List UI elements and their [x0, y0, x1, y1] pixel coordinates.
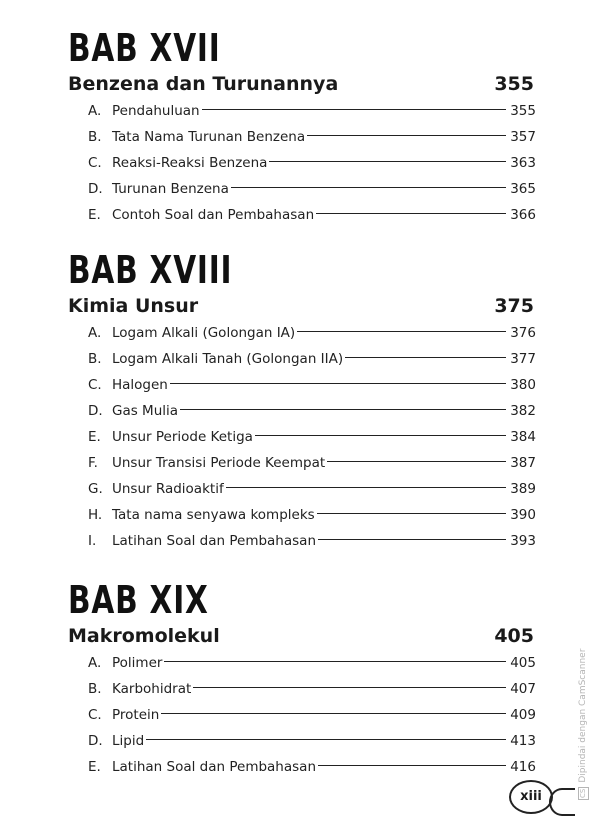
- entry-letter: H.: [88, 507, 103, 523]
- toc-entry: [68, 124, 536, 150]
- chapter-page: 405: [494, 625, 534, 647]
- entry-title: Gas Mulia: [112, 403, 179, 419]
- entry-title: Unsur Radioaktif: [112, 481, 224, 497]
- toc-entry: [68, 372, 536, 398]
- toc-entry: [68, 346, 536, 372]
- chapter-title: Kimia Unsur: [68, 295, 199, 317]
- chapter-heading: [68, 72, 536, 96]
- chapter-page: 375: [494, 295, 534, 317]
- entry-page: 357: [510, 129, 536, 145]
- toc-entry: [68, 176, 536, 202]
- entry-title: Pendahuluan: [112, 103, 200, 119]
- entry-page: 407: [510, 681, 536, 697]
- toc-entry: [68, 202, 536, 228]
- entry-letter: D.: [88, 181, 103, 197]
- dot-leader: [180, 409, 506, 410]
- entry-page: 389: [510, 481, 536, 497]
- chapter-title: Benzena dan Turunannya: [68, 73, 339, 95]
- dot-leader: [161, 713, 506, 714]
- toc-entry: [68, 98, 536, 124]
- entry-letter: I.: [88, 533, 97, 549]
- dot-leader: [317, 513, 506, 514]
- entry-letter: D.: [88, 733, 103, 749]
- entry-page: 355: [510, 103, 536, 119]
- toc-entry: [68, 754, 536, 780]
- dot-leader: [164, 661, 506, 662]
- dot-leader: [170, 383, 506, 384]
- entry-page: 387: [510, 455, 536, 471]
- toc-entry: [68, 424, 536, 450]
- chapter-18: [68, 248, 536, 554]
- entry-title: Tata Nama Turunan Benzena: [112, 129, 306, 145]
- entry-page: 376: [510, 325, 536, 341]
- entry-title: Lipid: [112, 733, 145, 749]
- chapter-number: BAB XVIII: [68, 248, 233, 292]
- entry-letter: D.: [88, 403, 103, 419]
- page-number-ornament: [549, 788, 575, 816]
- entry-page: 365: [510, 181, 536, 197]
- entry-letter: B.: [88, 681, 102, 697]
- entry-letter: E.: [88, 207, 101, 223]
- entry-letter: G.: [88, 481, 103, 497]
- toc-entries: [68, 98, 536, 228]
- toc-entry: [68, 650, 536, 676]
- dot-leader: [202, 109, 506, 110]
- entry-letter: A.: [88, 655, 102, 671]
- toc-entry: [68, 450, 536, 476]
- dot-leader: [318, 539, 506, 540]
- chapter-page: 355: [494, 73, 534, 95]
- dot-leader: [316, 213, 506, 214]
- dot-leader: [255, 435, 506, 436]
- entry-page: 366: [510, 207, 536, 223]
- toc-entry: [68, 728, 536, 754]
- dot-leader: [327, 461, 506, 462]
- toc-entry: [68, 502, 536, 528]
- entry-title: Turunan Benzena: [112, 181, 229, 197]
- entry-title: Latihan Soal dan Pembahasan: [112, 759, 316, 775]
- chapter-heading: [68, 624, 536, 648]
- entry-page: 390: [510, 507, 536, 523]
- chapter-heading: [68, 294, 536, 318]
- entry-title: Tata nama senyawa kompleks: [112, 507, 315, 523]
- dot-leader: [345, 357, 506, 358]
- chapter-title: Makromolekul: [68, 625, 220, 647]
- entry-letter: F.: [88, 455, 98, 471]
- entry-page: 384: [510, 429, 536, 445]
- entry-letter: C.: [88, 155, 102, 171]
- entry-page: 405: [510, 655, 536, 671]
- camscanner-logo-icon: CS: [579, 788, 587, 798]
- entry-letter: C.: [88, 707, 102, 723]
- entry-title: Reaksi-Reaksi Benzena: [112, 155, 268, 171]
- dot-leader: [269, 161, 506, 162]
- entry-letter: E.: [88, 429, 101, 445]
- entry-page: 382: [510, 403, 536, 419]
- dot-leader: [307, 135, 506, 136]
- entry-letter: B.: [88, 351, 102, 367]
- entry-page: 377: [510, 351, 536, 367]
- entry-title: Contoh Soal dan Pembahasan: [112, 207, 315, 223]
- chapter-17: [68, 26, 536, 228]
- toc-entries: [68, 320, 536, 554]
- dot-leader: [146, 739, 506, 740]
- toc-entry: [68, 676, 536, 702]
- entry-letter: C.: [88, 377, 102, 393]
- entry-title: Unsur Periode Ketiga: [112, 429, 253, 445]
- toc-entry: [68, 320, 536, 346]
- toc-entry: [68, 398, 536, 424]
- toc-entry: [68, 476, 536, 502]
- entry-page: 393: [510, 533, 536, 549]
- entry-letter: E.: [88, 759, 101, 775]
- entry-title: Unsur Transisi Periode Keempat: [112, 455, 326, 471]
- chapter-19: [68, 578, 536, 780]
- toc-entry: [68, 528, 536, 554]
- toc-entry: [68, 150, 536, 176]
- entry-title: Logam Alkali Tanah (Golongan IIA): [112, 351, 344, 367]
- entry-title: Karbohidrat: [112, 681, 192, 697]
- page-number: xiii: [509, 780, 553, 814]
- entry-page: 409: [510, 707, 536, 723]
- chapter-number: BAB XIX: [68, 578, 209, 622]
- chapter-number: BAB XVII: [68, 26, 221, 70]
- entry-title: Halogen: [112, 377, 168, 393]
- entry-title: Protein: [112, 707, 160, 723]
- watermark-text: Dipindai dengan CamScanner: [578, 648, 588, 783]
- entry-page: 416: [510, 759, 536, 775]
- entry-letter: A.: [88, 325, 102, 341]
- entry-title: Logam Alkali (Golongan IA): [112, 325, 296, 341]
- dot-leader: [318, 765, 506, 766]
- entry-page: 363: [510, 155, 536, 171]
- entry-letter: A.: [88, 103, 102, 119]
- dot-leader: [226, 487, 506, 488]
- toc-entries: [68, 650, 536, 780]
- toc-entry: [68, 702, 536, 728]
- entry-title: Polimer: [112, 655, 163, 671]
- entry-page: 380: [510, 377, 536, 393]
- entry-title: Latihan Soal dan Pembahasan: [112, 533, 316, 549]
- entry-letter: B.: [88, 129, 102, 145]
- scanner-watermark: [578, 649, 589, 800]
- dot-leader: [193, 687, 506, 688]
- dot-leader: [297, 331, 506, 332]
- dot-leader: [231, 187, 506, 188]
- entry-page: 413: [510, 733, 536, 749]
